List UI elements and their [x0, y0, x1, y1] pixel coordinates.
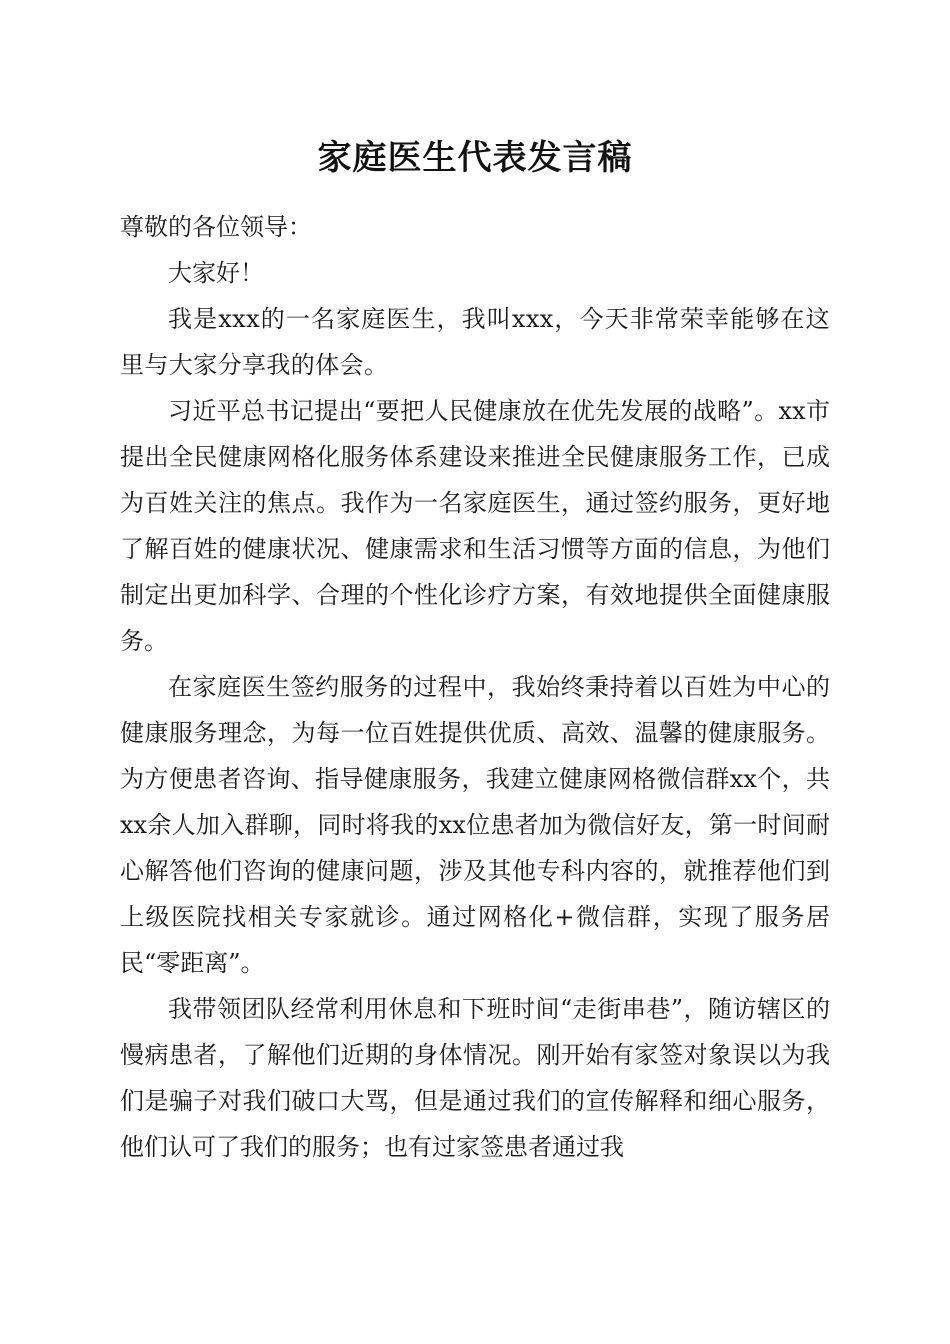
salutation: 尊敬的各位领导：	[120, 213, 312, 241]
paragraph-policy: 习近平总书记提出“要把人民健康放在优先发展的战略”。xx市提出全民健康网格化服务体系建设来推进全民健康服务工作，已成为百姓关注的焦点。我作为一名家庭医生，通过签约服务，更好地了解百姓的健康状况、健康需求和生活习惯等方面的信息，为他们制定出更加科学、合理的个性化诊疗方案，有效地提供全面健康服务。	[120, 397, 830, 655]
document-body	[120, 204, 830, 1170]
paragraph-service: 在家庭医生签约服务的过程中，我始终秉持着以百姓为中心的健康服务理念，为每一位百姓提供优质、高效、温馨的健康服务。为方便患者咨询、指导健康服务，我建立健康网格微信群xx个，共xx余人加入群聊，同时将我的xx位患者加为微信好友，第一时间耐心解答他们咨询的健康问题，涉及其他专科内容的，就推荐他们到上级医院找相关专家就诊。通过网格化+微信群，实现了服务居民“零距离”。	[120, 673, 830, 977]
document-title: 家庭医生代表发言稿	[317, 138, 633, 178]
paragraph-introduction: 我是xxx的一名家庭医生，我叫xxx，今天非常荣幸能够在这里与大家分享我的体会。	[120, 305, 830, 379]
paragraph-visits: 我带领团队经常利用休息和下班时间“走街串巷”，随访辖区的慢病患者，了解他们近期的身体情况。刚开始有家签对象误以为我们是骗子对我们破口大骂，但是通过我们的宣传解释和细心服务，他们认可了我们的服务；也有过家签患者通过我	[120, 995, 830, 1161]
paragraph-greeting: 大家好！	[168, 259, 264, 287]
